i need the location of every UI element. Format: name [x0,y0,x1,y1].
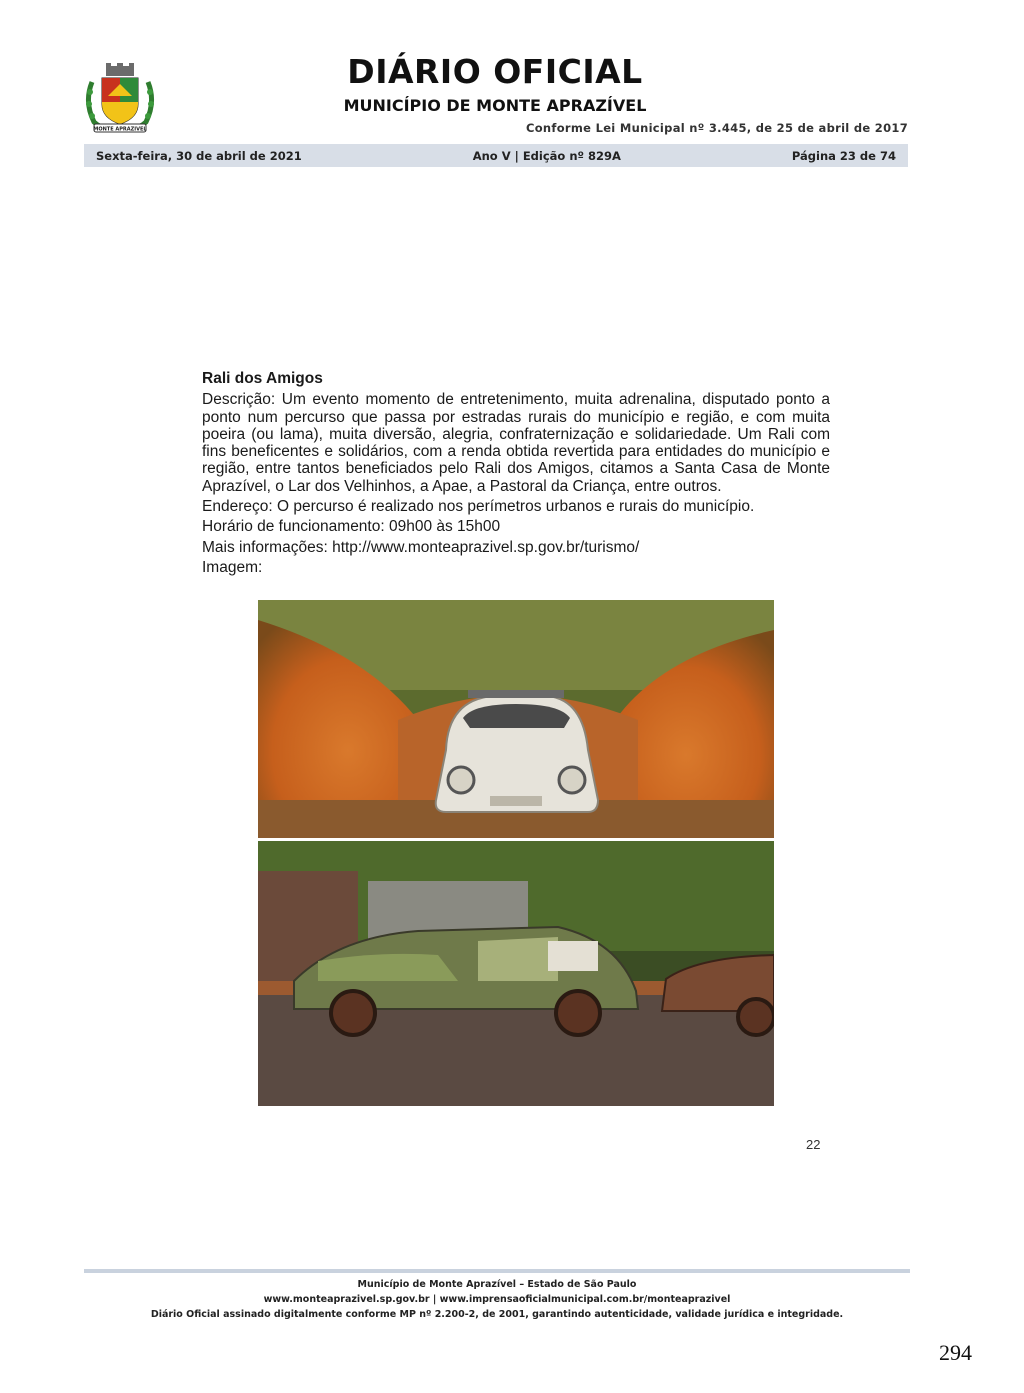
article-address: Endereço: O percurso é realizado nos perímetros urbanos e rurais do município. [202,498,755,516]
article-heading: Rali dos Amigos [202,370,323,387]
newspaper-title: DIÁRIO OFICIAL [347,52,643,91]
article-image-label: Imagem: [202,558,263,576]
footer-divider [84,1269,910,1273]
footer-signature-note: Diário Oficial assinado digitalmente conforme MP nº 2.200-2, de 2001, garantindo autenticidade, validade jurídica e integridade. [150,1309,844,1320]
footer-websites: www.monteaprazivel.sp.gov.br | www.imprensaoficialmunicipal.com.br/monteaprazivel [263,1294,731,1305]
article-description: Descrição: Um evento momento de entretenimento, muita adrenalina, disputado ponto a ponto num percurso que passa por estradas rurais do município e região, e com muita poeira (ou lama), muita diversão, alegria, confraternização e solidariedade. Um Rali com fins beneficentes e solidários, com a renda obtida revertida para entidades do município e região, entre tantos beneficiados pelo Rali dos Amigos, citamos a Santa Casa de Monte Aprazível, o Lar dos Velhinhos, a Apae, a Pastoral da Criança, entre outros. [202,391,830,495]
inner-page-number: 22 [806,1137,821,1152]
page-indicator: Página 23 de 74 [791,148,896,163]
edition-info-bar [84,144,908,167]
article-body [202,370,830,579]
publication-date: Sexta-feira, 30 de abril de 2021 [96,148,302,163]
footer-municipality: Município de Monte Aprazível – Estado de São Paulo [357,1279,637,1290]
article-hours: Horário de funcionamento: 09h00 às 15h00 [202,518,501,536]
municipality-subtitle: MUNICÍPIO DE MONTE APRAZÍVEL [343,96,647,115]
municipal-crest-logo [82,62,158,134]
sheet-stamp-number: 294 [939,1340,972,1365]
rally-camouflage-car-photo [258,841,774,1106]
article-more-info: Mais informações: http://www.monteaprazivel.sp.gov.br/turismo/ [202,538,640,556]
law-reference: Conforme Lei Municipal nº 3.445, de 25 de abril de 2017 [525,121,908,135]
svg-text:MONTE APRAZIVEL: MONTE APRAZIVEL [93,126,147,133]
rally-mud-splash-photo [258,600,774,838]
edition-number: Ano V | Edição nº 829A [472,148,621,163]
